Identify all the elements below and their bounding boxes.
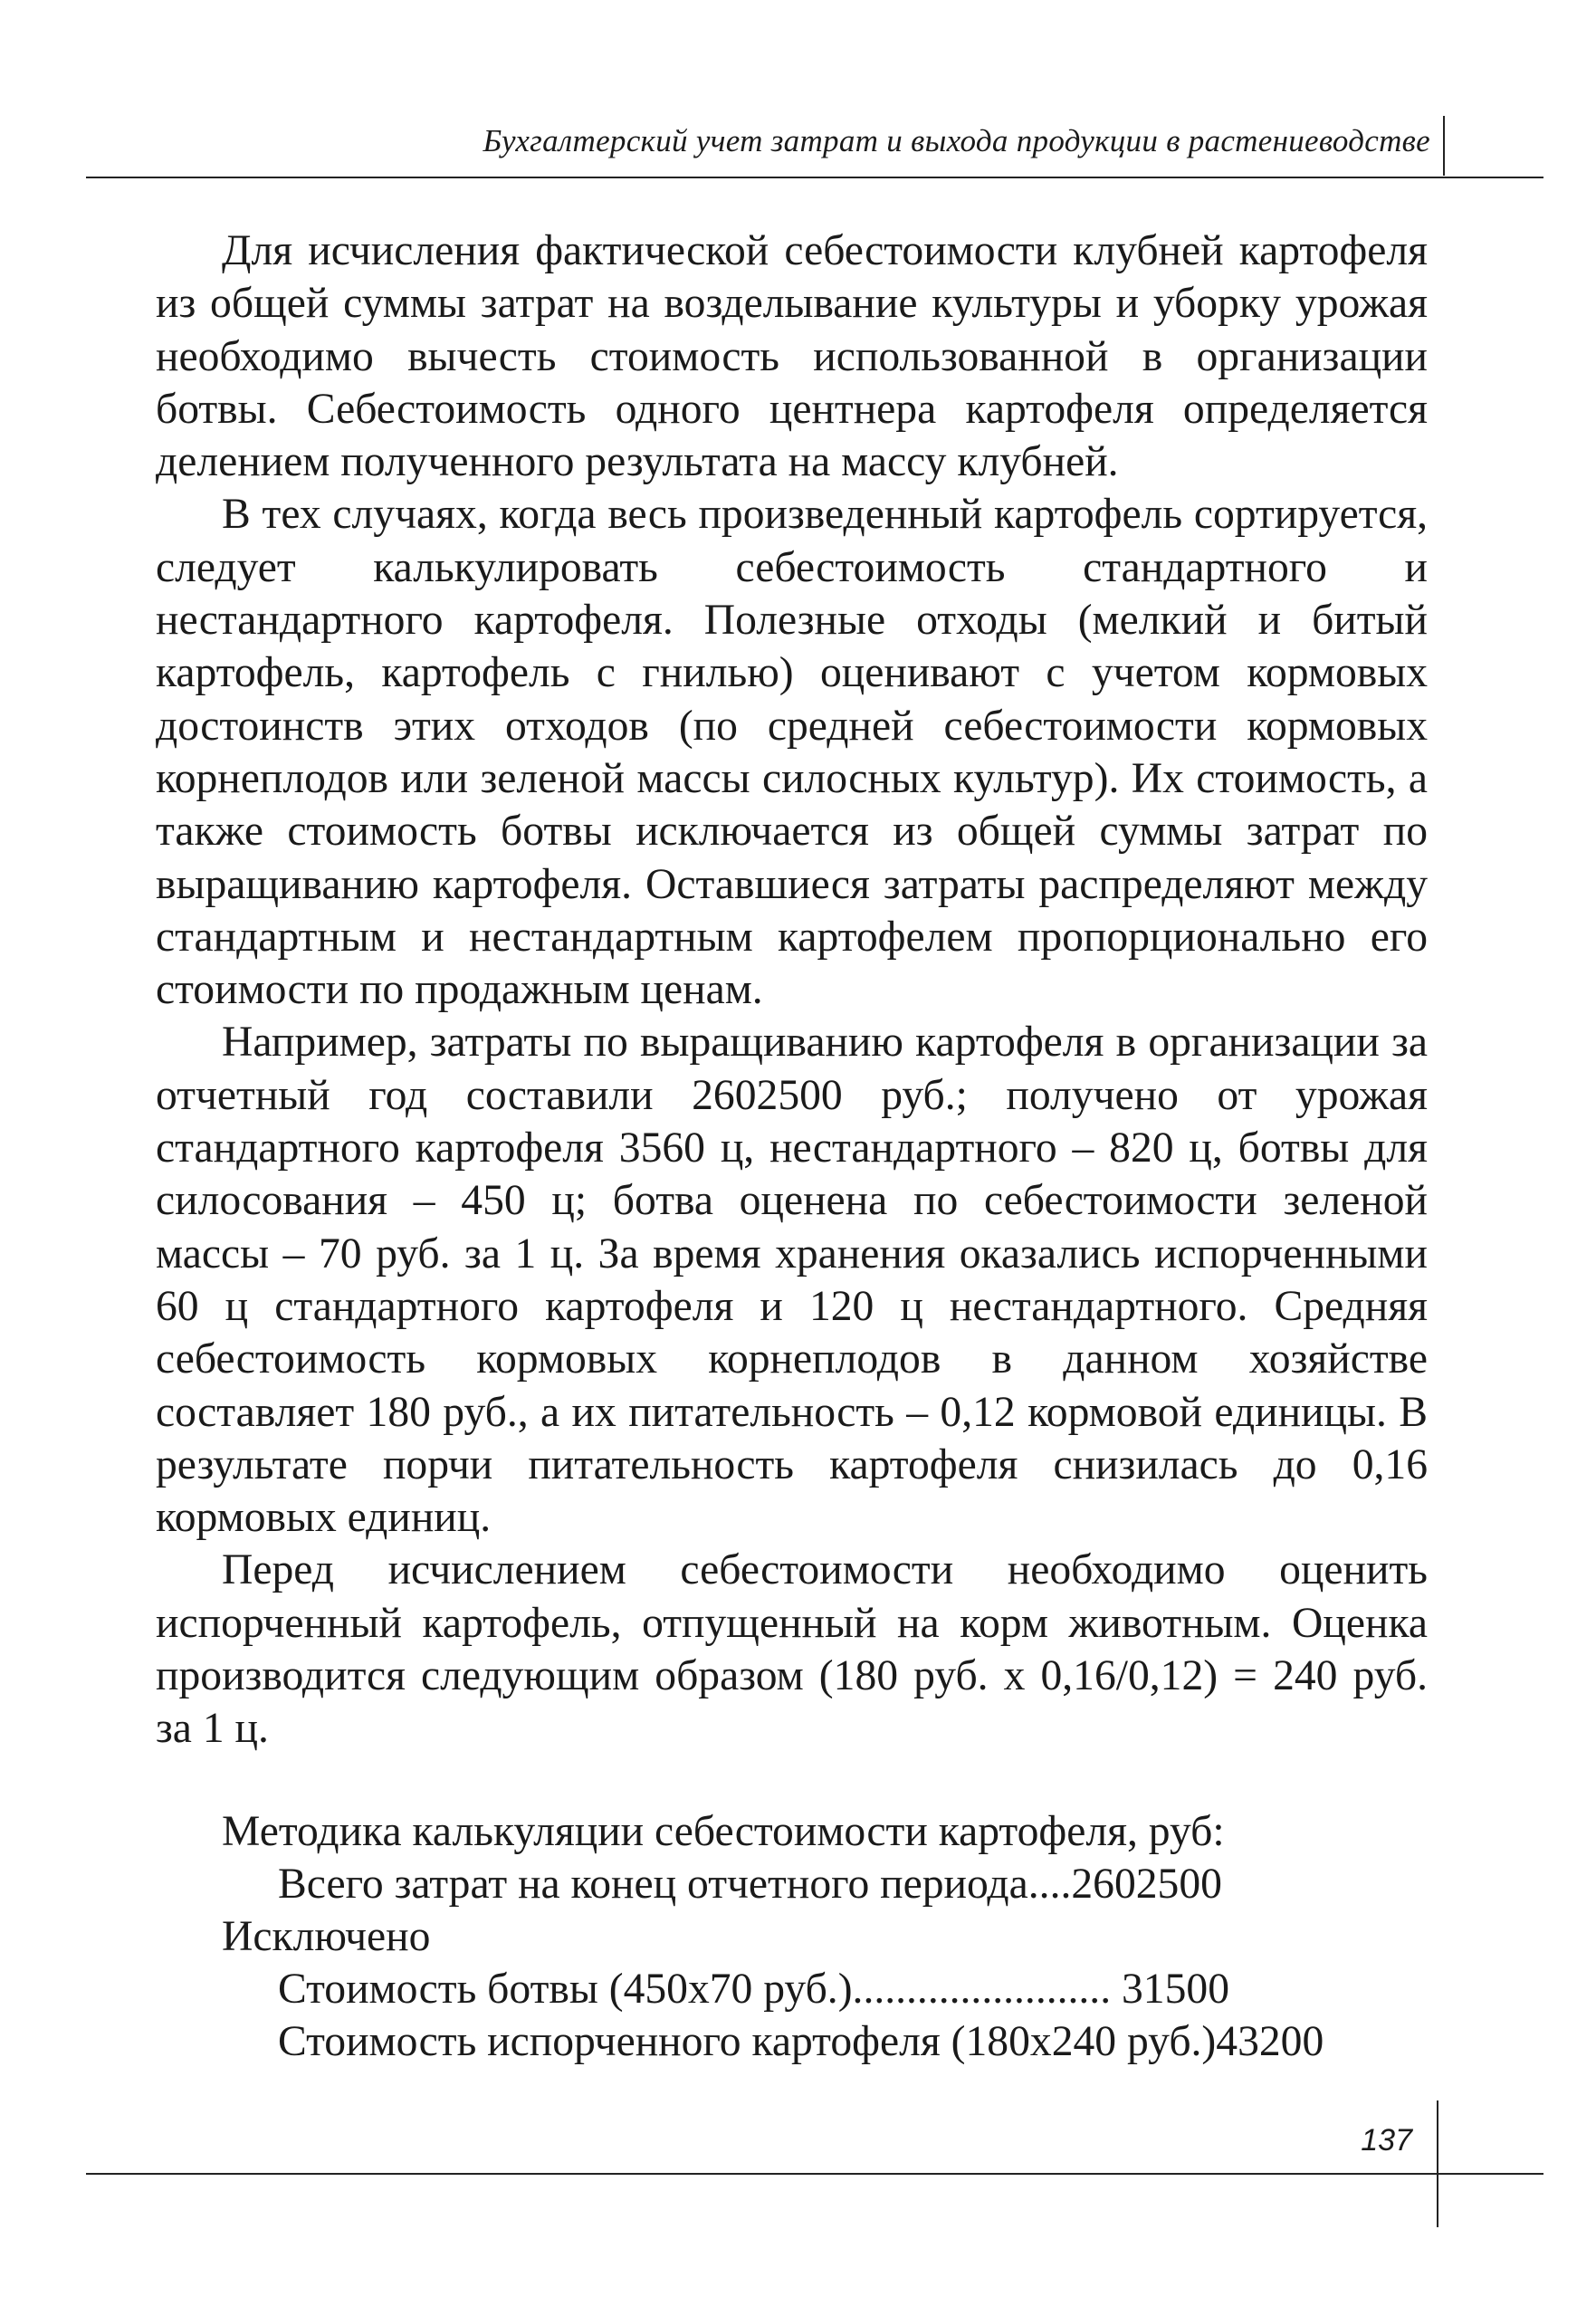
method-item-spoiled: Стоимость испорченного картофеля (180х240 руб.)43200 [278, 2018, 1324, 2065]
method-excluded-label: Исключено [222, 1913, 431, 1960]
footer-rule [86, 2173, 1543, 2175]
method-item-tops: Стоимость ботвы (450х70 руб.)........................ 31500 [278, 1966, 1229, 2013]
paragraph-4: Перед исчислением себестоимости необходимо оценить испорченный картофель, отпущенный на корм животным. Оценка производится следующим образом (180 руб. х 0,16/0,12) = 240 руб. за 1 ц. [156, 1546, 1428, 1753]
calculation-method [156, 1805, 1428, 2068]
body-text [156, 225, 1428, 1756]
method-title: Методика калькуляции себестоимости картофеля, руб: [222, 1808, 1225, 1855]
header-tick-line [1443, 116, 1445, 176]
paragraph-2: В тех случаях, когда весь произведенный картофель сортируется, следует калькулировать себестоимость стандартного и нестандартного картофеля. Полезные отходы (мелкий и битый картофель, картофель с гнилью) оценивают с учетом кормовых достоинств этих отходов (по средней себестоимости кормовых корнеплодов или зеленой массы силосных культур). Их стоимость, а также стоимость ботвы исключается из общей суммы затрат по выращиванию картофеля. Оставшиеся затраты распределяют между стандартным и нестандартным картофелем пропорционально его стоимости по продажным ценам. [156, 491, 1428, 1014]
page-number: 137 [1361, 2123, 1412, 2158]
running-header-title: Бухгалтерский учет затрат и выхода продукции в растениеводстве [483, 123, 1430, 158]
paragraph-3: Например, затраты по выращиванию картофеля в организации за отчетный год составили 2602500 руб.; получено от урожая стандартного картофеля 3560 ц, нестандартного – 820 ц, ботвы для силосования – 450 ц; ботва оценена по себестоимости зеленой массы – 70 руб. за 1 ц. За время хранения оказались испорченными 60 ц стандартного картофеля и 120 ц нестандартного. Средняя себестоимость кормовых корнеплодов в данном хозяйстве составляет 180 руб., а их питательность – 0,12 кормовой единицы. В результате порчи питательность картофеля снизилась до 0,16 кормовых единиц. [156, 1019, 1428, 1542]
footer-tick-line [1437, 2100, 1438, 2227]
paragraph-1: Для исчисления фактической себестоимости клубней картофеля из общей суммы затрат на возделывание культуры и уборку урожая необходимо вычесть стоимость использованной в организации ботвы. Себестоимость одного центнера картофеля определяется делением полученного результата на массу клубней. [156, 227, 1428, 486]
method-total-line: Всего затрат на конец отчетного периода....2602500 [278, 1861, 1222, 1908]
header-rule [86, 177, 1543, 178]
